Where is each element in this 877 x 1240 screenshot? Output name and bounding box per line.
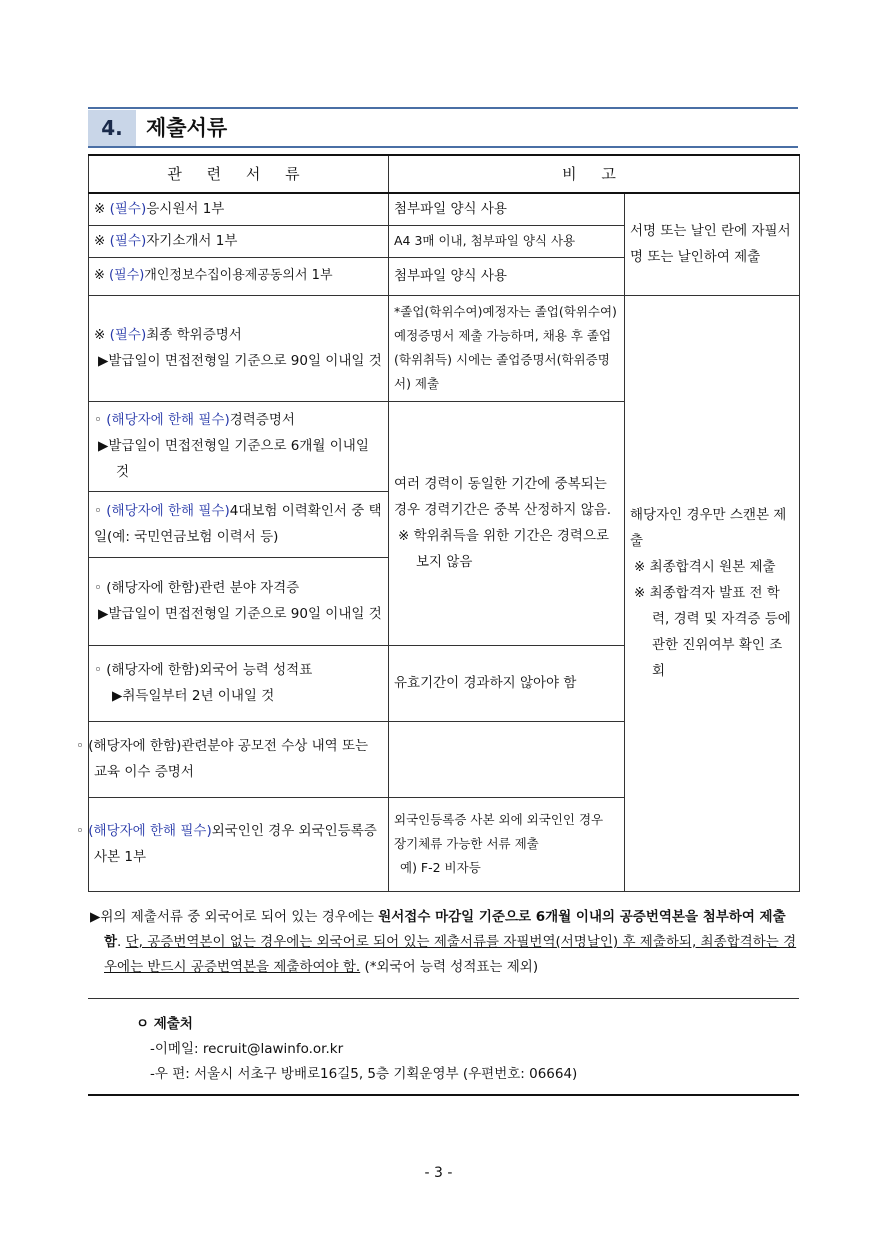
- bullet-mark: ◦: [76, 738, 89, 754]
- section-top-line: [88, 107, 798, 109]
- scan-note: 해당자인 경우만 스캔본 제출: [630, 507, 787, 549]
- doc-cell: [89, 645, 389, 721]
- doc-name: 외국어 능력 성적표: [199, 662, 313, 678]
- doc-condition: ▶발급일이 면접전형일 기준으로 6개월 이내일 것: [98, 438, 369, 480]
- bullet-mark: ◦: [94, 580, 107, 596]
- remark-cell: [389, 797, 625, 891]
- bullet-mark: ※: [94, 268, 110, 283]
- doc-name: 경력증명서: [229, 412, 295, 428]
- bullet-mark: ※: [94, 233, 110, 249]
- divider-line: [88, 998, 799, 999]
- doc-condition: ▶발급일이 면접전형일 기준으로 90일 이내일 것: [98, 606, 382, 622]
- section-title: 제출서류: [146, 116, 228, 140]
- required-tag: (해당자에 한해 필수): [106, 503, 230, 519]
- doc-cell: [89, 257, 389, 295]
- career-note: ※ 학위취득을 위한 기간은 경력으로 보지 않음: [398, 528, 610, 570]
- bullet-mark: ◦: [76, 823, 89, 839]
- doc-cell: [76, 721, 389, 797]
- bullet-mark: ◦: [94, 503, 107, 519]
- required-tag: (해당자에 한해 필수): [88, 823, 212, 839]
- table-row: [89, 295, 800, 401]
- required-tag: (필수): [109, 268, 145, 283]
- required-tag: (필수): [109, 201, 147, 218]
- translation-notice: [88, 905, 799, 980]
- required-tag: (필수): [109, 233, 147, 249]
- notice-underlined: 단, 공증번역본이 없는 경우에는 외국어로 되어 있는 제출서류를 자필번역(서명날인) 후 제출하되, 최종합격하는 경우에는 반드시 공증번역본을 제출하여야 함.: [104, 934, 797, 975]
- submission-email: -이메일: recruit@lawinfo.or.kr: [150, 1041, 344, 1057]
- doc-cell: [76, 797, 389, 891]
- doc-name: 관련 분야 자격증: [199, 580, 300, 596]
- required-tag: (해당자에 한해 필수): [106, 412, 230, 428]
- doc-cell: [89, 401, 389, 491]
- doc-cell: [89, 193, 389, 225]
- doc-cell: [89, 557, 389, 645]
- doc-name: 4대보험 이력확인서 중 택일(예: 국민연금보험 이력서 등): [94, 503, 382, 545]
- table-row: [89, 193, 800, 225]
- required-tag: (해당자에 한함): [88, 738, 182, 754]
- remark-cell: 유효기간이 경과하지 않아야 함: [389, 645, 625, 721]
- doc-cell: [89, 491, 389, 557]
- scan-item: ※ 최종합격시 원본 제출: [634, 559, 776, 575]
- bullet-mark: ◦: [94, 662, 107, 678]
- submission-info: [136, 1012, 577, 1087]
- doc-name: 외국인인 경우 외국인등록증 사본 1부: [94, 823, 377, 865]
- required-tag: (해당자에 한함): [106, 662, 200, 678]
- submission-post: -우 편: 서울시 서초구 방배로16길5, 5층 기획운영부 (우편번호: 06664): [150, 1066, 578, 1082]
- header-docs: 관 련 서 류: [89, 155, 389, 193]
- sign-note-cell: 서명 또는 날인 란에 자필서명 또는 날인하여 제출: [625, 193, 800, 295]
- bullet-mark: ◦: [94, 412, 107, 428]
- doc-cell: [89, 295, 389, 401]
- doc-condition: ▶발급일이 면접전형일 기준으로 90일 이내일 것: [98, 353, 382, 369]
- remark-example: 예) F-2 비자등: [400, 860, 481, 875]
- required-tag: (해당자에 한함): [106, 580, 200, 596]
- bottom-line: [88, 1094, 799, 1096]
- submission-title: ㅇ 제출처: [136, 1016, 193, 1032]
- notice-tail: (*외국어 능력 성적표는 제외): [360, 959, 539, 975]
- remark-cell: A4 3매 이내, 첨부파일 양식 사용: [389, 225, 625, 257]
- remark-cell: [389, 721, 625, 797]
- bullet-mark: ※: [94, 327, 110, 343]
- doc-name: 자기소개서 1부: [146, 233, 238, 249]
- scan-item: ※ 최종합격자 발표 전 학력, 경력 및 자격증 등에 관한 진위여부 확인 조회: [634, 585, 791, 679]
- remark-cell: *졸업(학위수여)예정자는 졸업(학위수여)예정증명서 제출 가능하며, 채용 후 졸업(학위취득) 시에는 졸업증명서(학위증명서) 제출: [389, 295, 625, 401]
- bullet-mark: ※: [94, 201, 110, 218]
- career-remark: 여러 경력이 동일한 기간에 중복되는 경우 경력기간은 중복 산정하지 않음.: [394, 476, 612, 518]
- remark-text: 외국인등록증 사본 외에 외국인인 경우 장기체류 가능한 서류 제출: [394, 812, 604, 851]
- doc-name: 응시원서 1부: [146, 201, 225, 218]
- table-header-row: [89, 155, 800, 193]
- remark-cell: 첨부파일 양식 사용: [389, 193, 625, 225]
- remark-cell: 첨부파일 양식 사용: [389, 257, 625, 295]
- scan-note-cell: [625, 295, 800, 891]
- notice-dot: .: [117, 934, 122, 950]
- doc-name: 관련분야 공모전 수상 내역 또는 교육 이수 증명서: [94, 738, 369, 780]
- doc-name: 최종 학위증명서: [146, 327, 242, 343]
- doc-cell: [89, 225, 389, 257]
- notice-bold: 원서접수 마감일 기준으로 6개월 이내의 공증번역본을 첨부하여 제출함: [104, 909, 786, 950]
- documents-table: [76, 154, 800, 892]
- career-remark-cell: [389, 401, 625, 645]
- doc-name: 개인정보수집이용제공동의서 1부: [144, 268, 333, 283]
- section-bottom-line: [88, 146, 798, 148]
- page-number: - 3 -: [424, 1165, 453, 1181]
- doc-condition: ▶취득일부터 2년 이내일 것: [112, 688, 275, 704]
- section-number: 4.: [88, 110, 136, 146]
- notice-lead: ▶위의 제출서류 중 외국어로 되어 있는 경우에는: [90, 909, 379, 925]
- header-remarks: 비 고: [389, 155, 800, 193]
- required-tag: (필수): [109, 327, 147, 343]
